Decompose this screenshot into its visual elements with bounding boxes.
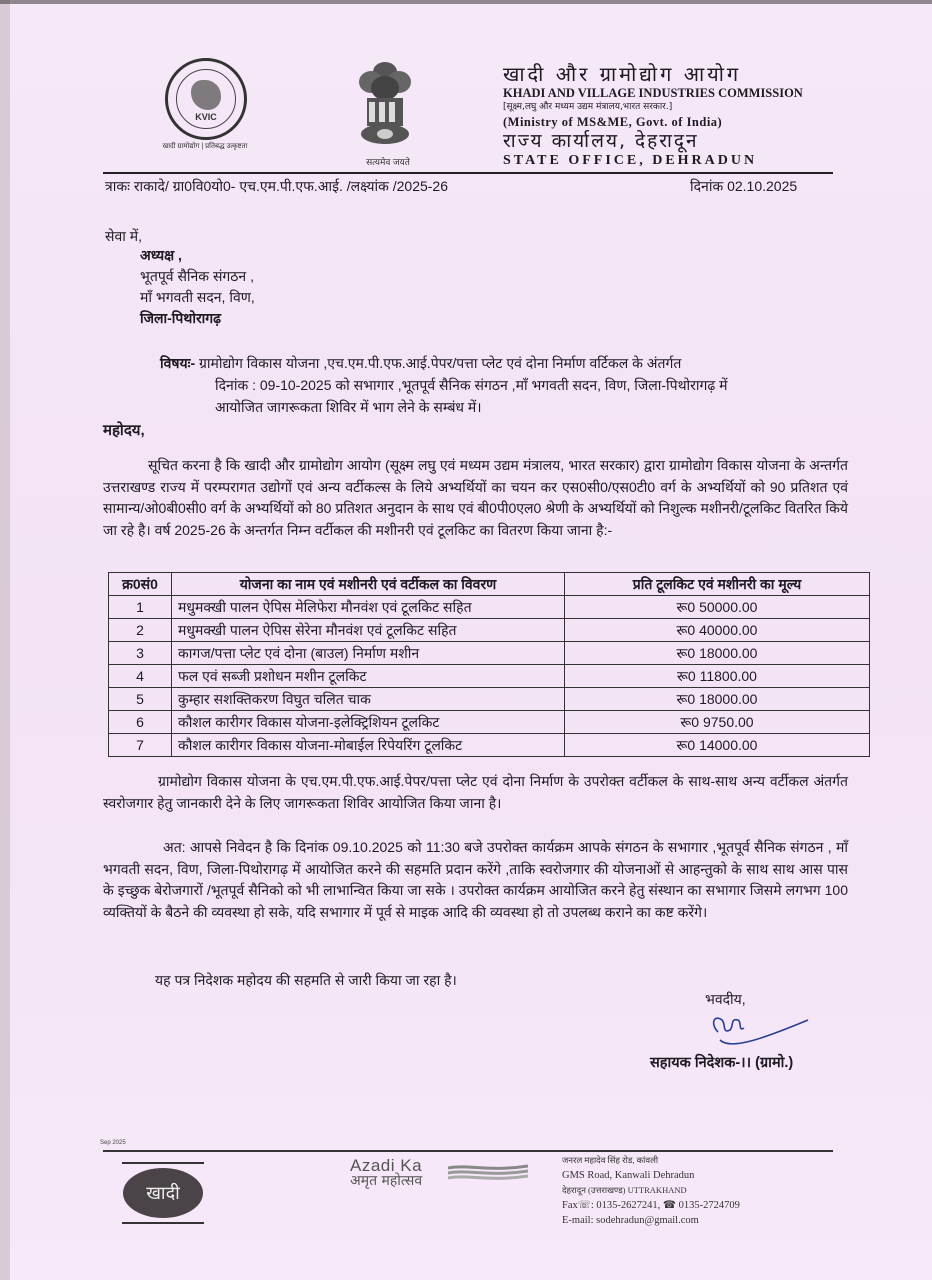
addressee-to: सेवा में,	[105, 228, 143, 244]
emblem-caption: सत्यमेव जयते	[366, 157, 410, 167]
body-paragraph-1: सूचित करना है कि खादी और ग्रामोद्योग आयोग (सूक्ष्म लघु एवं मध्यम उद्यम मंत्रालय, भारत सरकार) द्वारा ग्रामोद्योग विकास योजना के अन्तर्गत उत्तराखण्ड राज्य में परम्परागत उद्योगों एवं अन्य वर्टीकल्स के लिये अभ्यर्थियों का चयन कर एस0सी0/एस0टी0 वर्ग के अभ्यर्थियों को 90 प्रतिशत एवं सामान्य/ओ0बी0सी0 वर्ग के अभ्यर्थियों को 80 प्रतिशत अनुदान के साथ एवं बी0पी0एल0 श्रेणी के अभ्यर्थियों को निशुल्क मशीनरी/टूलकिट वितरित किये जा रहे है। वर्ष 2025-26 के अन्तर्गत निम्न वर्टीकल की मशीनरी एवं टूलकिट का वितरण किया जाना है:-	[103, 457, 848, 538]
org-name-english: KHADI AND VILLAGE INDUSTRIES COMMISSION	[503, 86, 803, 100]
khadi-logo-icon	[122, 1162, 204, 1224]
subject-line: दिनांक : 09-10-2025 को सभागार ,भूतपूर्व सैनिक संगठन ,माँ भगवती सदन, विण, जिला-पिथोरागढ़ में	[215, 377, 728, 393]
body-paragraph-2: ग्रामोद्योग विकास योजना के एच.एम.पी.एफ.आई.पेपर/पत्ता प्लेट एवं दोना निर्माण के उपरोक्त वर्टीकल के साथ-साथ अन्य वर्टीकल अंतर्गत स्वरोजगार हेतु जानकारी देने के लिए जागरूकता शिविर आयोजित किया जाना है।	[103, 773, 848, 811]
table-row	[109, 642, 870, 665]
cell-description: कागज/पत्ता प्लेट एवं दोना (बाउल) निर्माण मशीन	[172, 642, 565, 665]
machinery-table	[108, 572, 870, 757]
table-row	[109, 734, 870, 757]
phone-fax	[562, 1198, 740, 1213]
subject-line: ग्रामोद्योग विकास योजना ,एच.एम.पी.एफ.आई.पेपर/पत्ता प्लेट एवं दोना निर्माण वर्टिकल के अंतर्गत	[199, 355, 682, 371]
scan-edge	[0, 0, 10, 1280]
address-hindi: जनरल महादेव सिंह रोड, कांवली	[562, 1155, 659, 1165]
addressee-block	[140, 245, 255, 329]
body-paragraph-4: यह पत्र निदेशक महोदय की सहमति से जारी किया जा रहा है।	[155, 972, 457, 988]
azadi-english: Azadi Ka	[350, 1156, 423, 1175]
cell-price: रू0 18000.00	[565, 688, 870, 711]
fax-number: Fax☏: 0135-2627241,	[562, 1200, 661, 1211]
kvic-seal-text: KVIC	[176, 69, 236, 129]
footer-divider	[103, 1150, 833, 1152]
subject-block	[160, 352, 860, 418]
addressee-line: अध्यक्ष ,	[140, 247, 182, 263]
letterhead	[503, 62, 843, 169]
header-serial: क्र0सं0	[109, 573, 172, 596]
kvic-tagline: खादी ग्रामोद्योग | प्रतिबद्ध उत्कृष्टता	[162, 143, 248, 150]
letter-date: दिनांक 02.10.2025	[690, 178, 798, 194]
cell-description: कौशल कारीगर विकास योजना-इलेक्ट्रिशियन टूलकिट	[172, 711, 565, 734]
table-row	[109, 688, 870, 711]
phone-number: ☎ 0135-2724709	[662, 1200, 740, 1211]
cell-price: रू0 18000.00	[565, 642, 870, 665]
signature-icon	[700, 1010, 810, 1050]
valediction: भवदीय,	[705, 991, 746, 1007]
print-date: Sep 2025	[100, 1140, 126, 1146]
cell-serial: 6	[109, 711, 172, 734]
header-description: योजना का नाम एवं मशीनरी एवं वर्टीकल का विवरण	[172, 573, 565, 596]
org-name-hindi: खादी और ग्रामोद्योग आयोग	[503, 62, 742, 86]
addressee-line: जिला-पिथोरागढ़	[140, 310, 222, 326]
scan-edge-top	[0, 0, 932, 4]
header-price: प्रति टूलकिट एवं मशीनरी का मूल्य	[565, 573, 870, 596]
ministry-english: (Ministry of MS&ME, Govt. of India)	[503, 115, 723, 129]
cell-price: रू0 9750.00	[565, 711, 870, 734]
salutation: महोदय,	[103, 422, 145, 439]
cell-description: कुम्हार सशक्तिकरण विघुत चलित चाक	[172, 688, 565, 711]
cell-serial: 5	[109, 688, 172, 711]
azadi-hindi: अमृत महोत्सव	[350, 1173, 423, 1189]
office-hindi: राज्य कार्यालय, देहरादून	[503, 130, 699, 152]
flag-wave-icon	[448, 1164, 528, 1180]
contact-block	[562, 1153, 740, 1228]
subject-label: विषयः-	[160, 355, 196, 371]
table-row	[109, 665, 870, 688]
cell-price: रू0 40000.00	[565, 619, 870, 642]
ministry-hindi: [सूक्ष्म,लघु और मध्यम उद्यम मंत्रालय,भारत सरकार.]	[503, 102, 673, 112]
cell-price: रू0 14000.00	[565, 734, 870, 757]
reference-number: त्राकः राकादे/ ग्रा0वि0यो0- एच.एम.पी.एफ.आई. /लक्ष्यांक /2025-26	[105, 178, 449, 194]
addressee-line: भूतपूर्व सैनिक संगठन ,	[140, 268, 254, 284]
cell-description: मधुमक्खी पालन ऐपिस मेलिफेरा मौनवंश एवं टूलकिट सहित	[172, 596, 565, 619]
table-row	[109, 596, 870, 619]
body-paragraph-3: अत: आपसे निवेदन है कि दिनांक 09.10.2025 को 11:30 बजे उपरोक्त कार्यक्रम आपके संगठन के सभागार ,भूतपूर्व सैनिक संगठन , माँ भगवती सदन, विण, जिला-पिथोरागढ़ में आयोजित करने की सहमति प्रदान करेंगे ,ताकि स्वरोजगार की योजनाओं से आहन्तुको के साथ साथ आस पास के इच्छुक बेरोजगारों /भूतपूर्व सैनिको को भी लाभान्वित किया जा सके । उपरोक्त कार्यक्रम आयोजित करने हेतु संस्थान का सभागार जिसमे लगभग 100 व्यक्तियों के बैठने की व्यवस्था हो सके, यदि सभागार में पूर्व से माइक आदि की व्यवस्था हो तो उपलब्ध कराने का कष्ट करेंगे।	[103, 839, 848, 920]
cell-price: रू0 50000.00	[565, 596, 870, 619]
designation: सहायक निदेशक-।। (ग्रामो.)	[650, 1055, 794, 1071]
cell-description: कौशल कारीगर विकास योजना-मोबाईल रिपेयरिंग टूलकिट	[172, 734, 565, 757]
cell-serial: 7	[109, 734, 172, 757]
table-row	[109, 619, 870, 642]
cell-serial: 1	[109, 596, 172, 619]
cell-description: मधुमक्खी पालन ऐपिस सेरेना मौनवंश एवं टूलकिट सहित	[172, 619, 565, 642]
subject-line: आयोजित जागरूकता शिविर में भाग लेने के सम्बंध में।	[215, 399, 482, 415]
cell-serial: 2	[109, 619, 172, 642]
table-header-row	[109, 573, 870, 596]
azadi-ka-amrit-mahotsav-logo	[350, 1158, 422, 1188]
khadi-logo-text: खादी	[123, 1168, 203, 1218]
cell-description: फल एवं सब्जी प्रशोधन मशीन टूलकिट	[172, 665, 565, 688]
state: देहरादून (उत्तराखण्ड) UTTRAKHAND	[562, 1185, 687, 1195]
cell-price: रू0 11800.00	[565, 665, 870, 688]
cell-serial: 4	[109, 665, 172, 688]
table-row	[109, 711, 870, 734]
office-english: STATE OFFICE, DEHRADUN	[503, 153, 758, 168]
national-emblem-icon	[355, 58, 415, 150]
header-divider	[103, 172, 833, 174]
address-english: GMS Road, Kanwali Dehradun	[562, 1170, 695, 1181]
addressee-line: माँ भगवती सदन, विण,	[140, 289, 255, 305]
email[interactable]: E-mail: sodehradun@gmail.com	[562, 1215, 699, 1226]
kvic-seal-icon	[165, 58, 247, 140]
cell-serial: 3	[109, 642, 172, 665]
